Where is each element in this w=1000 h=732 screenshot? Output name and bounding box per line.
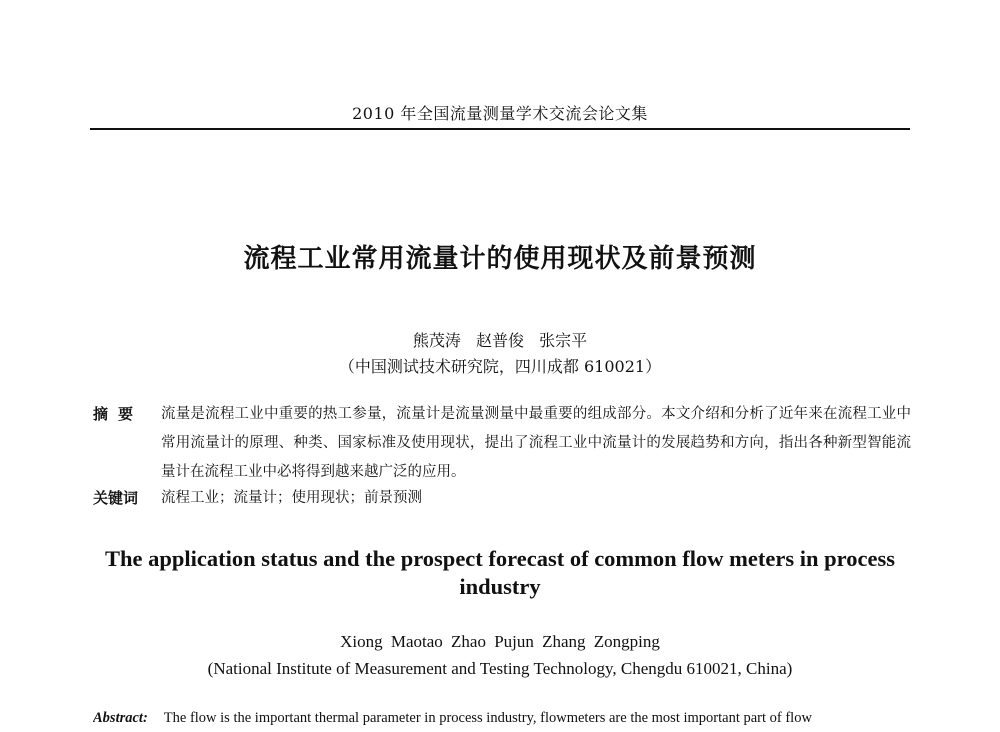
chinese-title: 流程工业常用流量计的使用现状及前景预测: [243, 244, 757, 274]
chinese-abstract-label: 摘要: [93, 405, 144, 423]
running-header: 2010 年全国流量测量学术交流会论文集: [352, 104, 648, 123]
chinese-abstract: [93, 400, 911, 487]
chinese-authors: 熊茂涛 赵普俊 张宗平: [412, 331, 588, 350]
header-rule: [90, 128, 910, 130]
english-abstract: [93, 710, 913, 727]
chinese-abstract-text: 流量是流程工业中重要的热工参量，流量计是流量测量中最重要的组成部分。本文介绍和分析了近年来在流程工业中常用流量计的原理、种类、国家标准及使用现状，提出了流程工业中流量计的发展趋势和方向，指出各种新型智能流量计在流程工业中必将得到越来越广泛的应用。: [161, 406, 911, 480]
english-abstract-label: Abstract:: [93, 710, 148, 726]
chinese-keywords-label: 关键词: [93, 489, 139, 507]
english-affiliation: (National Institute of Measurement and Testing Technology, Chengdu 610021, China): [207, 659, 793, 678]
chinese-keywords-text: 流程工业；流量计；使用现状；前景预测: [161, 490, 422, 506]
chinese-affiliation: （中国测试技术研究院，四川成都 610021）: [338, 357, 662, 376]
english-authors: Xiong Maotao Zhao Pujun Zhang Zongping: [340, 632, 660, 651]
chinese-keywords: [93, 486, 911, 510]
english-title: The application status and the prospect forecast of common flow meters in process industry: [105, 546, 895, 599]
english-abstract-text: The flow is the important thermal parameter in process industry, flowmeters are the most important part of flow: [163, 710, 812, 726]
